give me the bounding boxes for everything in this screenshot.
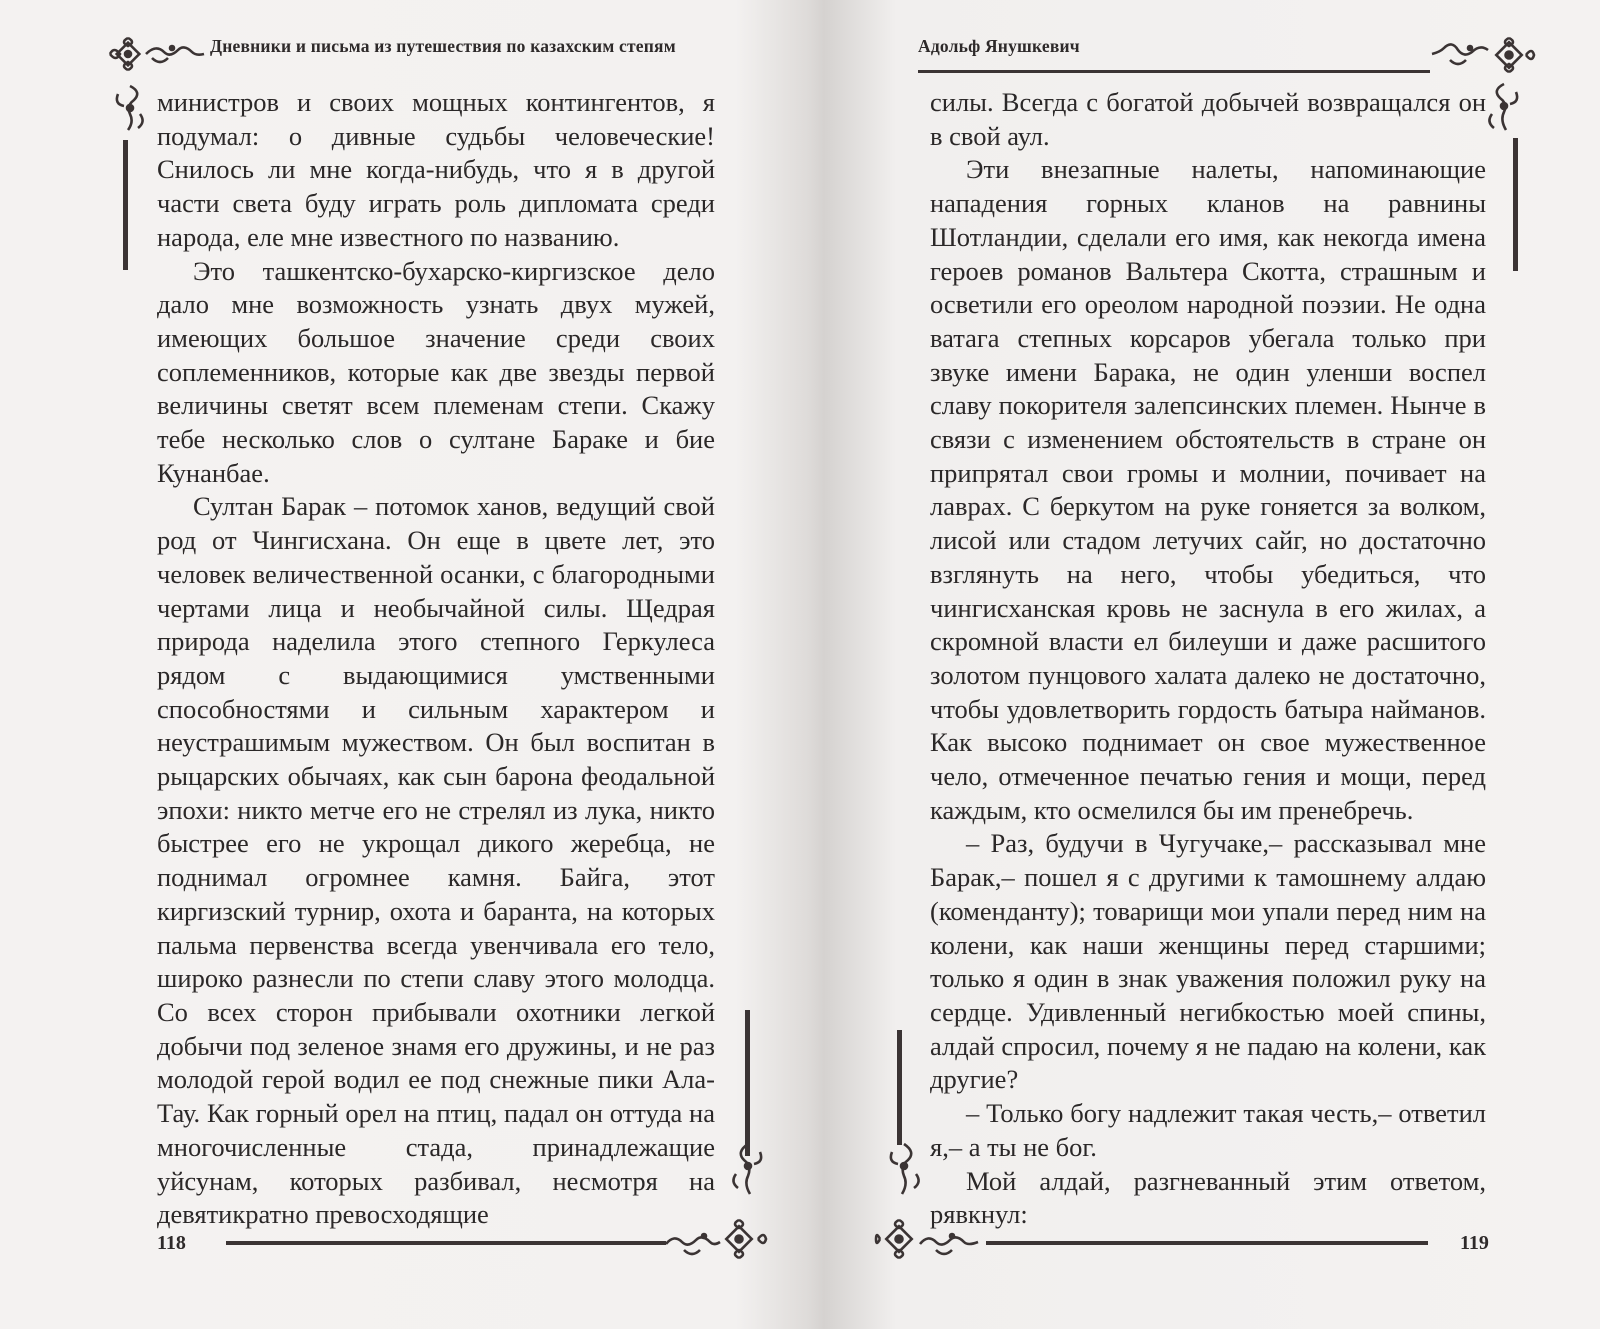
paragraph: силы. Всегда с богатой добычей возвращался он в свой аул. (930, 87, 1486, 151)
corner-ornament-top-right (1430, 36, 1536, 86)
paragraph: Это ташкентско-бухарско-киргизское дело дало мне возможность узнать двух мужей, имеющих большое значение среди своих соплеменников, которые как две звезды первой величины светят всем племенам степи. Скажу тебе несколько слов о султане Бараке и бие Кунанбае. (157, 255, 715, 488)
header-rule (918, 70, 1430, 73)
page-number: 119 (1460, 1232, 1489, 1254)
paragraph: – Раз, будучи в Чугучаке,– рассказывал мне Барак,– пошел я с другими к тамошнему алдаю (коменданту); товарищи мои упали перед ним на колени, как наши женщины перед старшими; только я один в знак уважения положил руку на сердце. Удивленный негибкостью моей спины, алдай спросил, почему я не падаю на колени, как другие? (930, 828, 1486, 1095)
left-page-body (157, 86, 715, 1232)
footer-rule (226, 1241, 666, 1245)
right-page-body (930, 86, 1486, 1232)
corner-ornament-bottom-left (874, 1206, 984, 1266)
corner-ornament-top-left (106, 36, 206, 84)
running-head: Дневники и письма из путешествия по казахским степям (210, 36, 676, 56)
paragraph: министров и своих мощных контингентов, я подумал: о дивные судьбы человеческие! Снилось ли мне когда-нибудь, что я в другой части света буду играть роль дипломата среди народа, еле мне известного по названию. (157, 87, 715, 252)
corner-ornament-bottom-scroll (884, 1140, 924, 1200)
paragraph: Эти внезапные налеты, напоминающие нападения горных кланов на равнины Шотландии, сделали его имя, как некогда имена героев романов Вальтера Скотта, страшным и осветили его ореолом народной поэзии. Не одна ватага степных корсаров убегала только при звуке имени Барака, не один уленши воспел славу покорителя залепсинских племен. Нынче в связи с изменением обстоятельств в стране он припрятал свои громы и молнии, почивает на лаврах. С беркутом на руке гоняется за волком, лисой или стадом летучих сайг, но достаточно взглянуть на него, чтобы убедиться, что чингисханская кровь не заснула в его жилах, а скромной власти ел билеуши и даже расшитого золотом пунцового халата далеко не достаточно, чтобы удовлетворить гордость батыра найманов. Как высоко поднимает он свое мужественное чело, отмеченное печатью гения и мощи, перед каждым, кто осмелился бы им пренебречь. (930, 154, 1486, 825)
running-head: Адольф Янушкевич (918, 36, 1080, 56)
right-margin-bar (1513, 138, 1518, 271)
corner-ornament-bottom-right (664, 1206, 768, 1266)
corner-ornament-left-scroll (112, 84, 148, 136)
corner-ornament-bottom-scroll (728, 1140, 768, 1200)
footer-rule (986, 1241, 1428, 1245)
right-page (820, 0, 1600, 1329)
paragraph: Султан Барак – потомок ханов, ведущий свой род от Чингисхана. Он еще в цвете лет, это человек величественной осанки, с благородными чертами лица и необычайной силы. Щедрая природа наделила этого степного Геркулеса рядом с выдающимися умственными способностями и сильным характером и неустрашимым мужеством. Он был воспитан в рыцарских обычаях, как сын барона феодальной эпохи: никто метче его не стрелял из лука, никто быстрее его не укрощал дикого жеребца, не поднимал огромнее камня. Байга, этот киргизский турнир, охота и баранта, на которых пальма первенства всегда увенчивала его тело, широко разнесли по степи славу этого молодца. Со всех сторон прибывали охотники легкой добычи под зеленое знамя его дружины, и не раз молодой герой водил ее под снежные пики Ала-Тау. Как горный орел на птиц, падал он оттуда на многочисленные стада, принадлежащие уйсунам, которых разбивал, несмотря на девятикратно превосходящие (157, 491, 715, 1230)
page-number: 118 (157, 1232, 186, 1254)
left-margin-bar (897, 1030, 902, 1145)
right-margin-bar (745, 1010, 750, 1156)
corner-ornament-right-scroll (1484, 82, 1524, 138)
left-margin-bar (123, 140, 128, 270)
paragraph: – Только богу надлежит такая честь,– ответил я,– а ты не бог. (930, 1098, 1486, 1162)
paragraph: Мой алдай, разгневанный этим ответом, рявкнул: (930, 1165, 1486, 1230)
